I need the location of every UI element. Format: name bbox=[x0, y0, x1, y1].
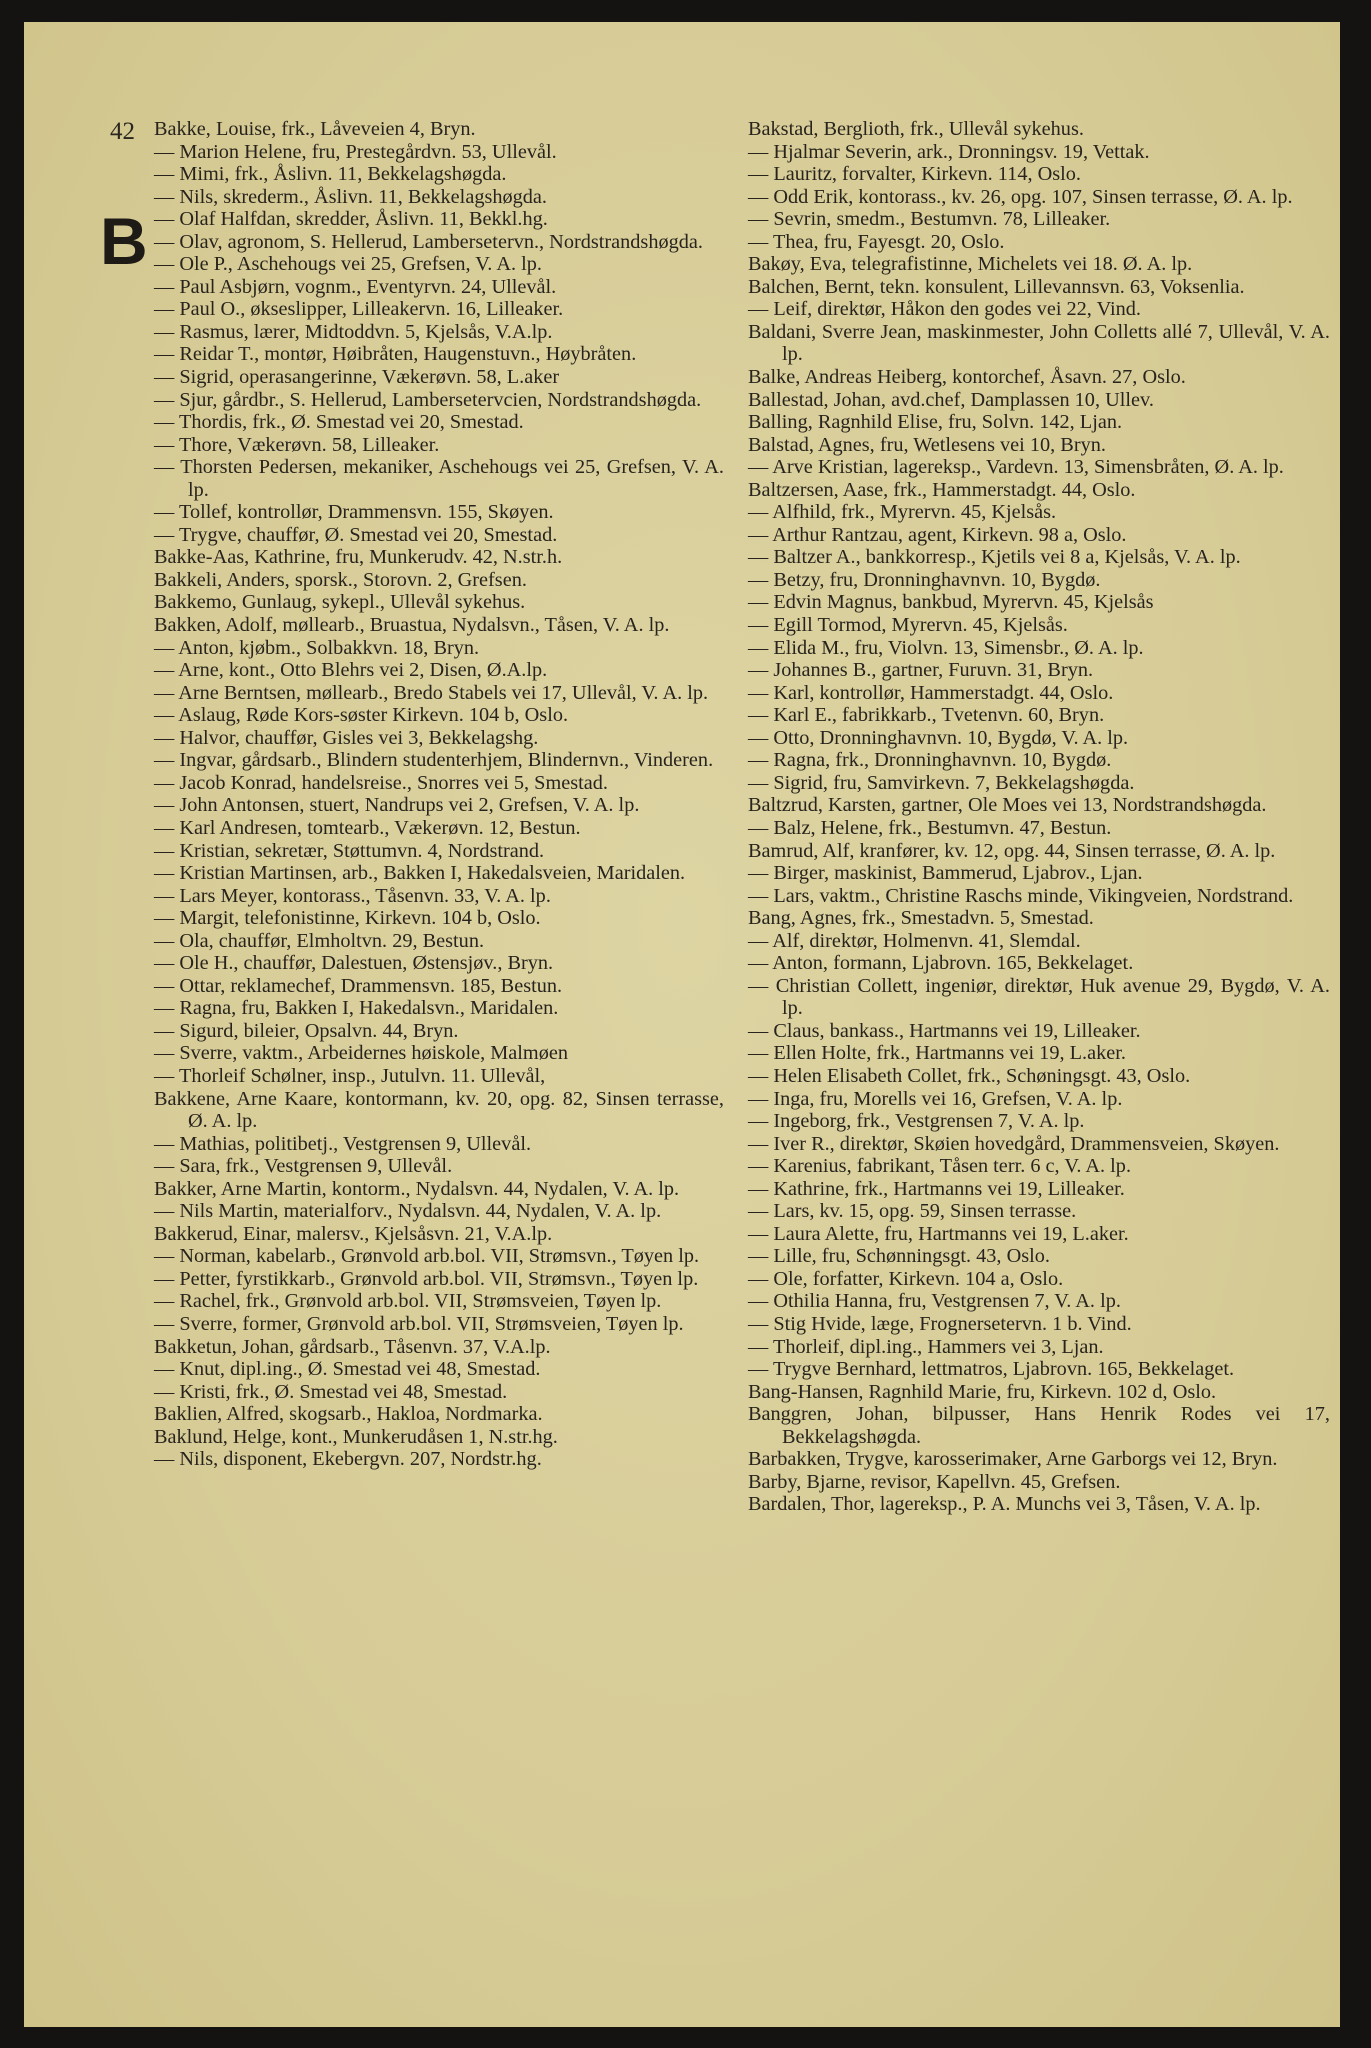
directory-entry: Barbakken, Trygve, karosserimaker, Arne Garborgs vei 12, Bryn. bbox=[748, 1448, 1278, 1471]
directory-entry: Bakker, Arne Martin, kontorm., Nydalsvn. 44, Nydalen, V. A. lp. bbox=[154, 1177, 680, 1200]
directory-entry: — Lauritz, forvalter, Kirkevn. 114, Oslo. bbox=[748, 163, 1081, 186]
directory-entry: — Edvin Magnus, bankbud, Myrervn. 45, Kjelsås bbox=[748, 591, 1154, 614]
directory-entry: Bakke, Louise, frk., Låveveien 4, Bryn. bbox=[154, 118, 476, 140]
directory-entry: — Thore, Vækerøvn. 58, Lilleaker. bbox=[154, 433, 440, 456]
directory-entry: — Arve Kristian, lagereksp., Vardevn. 13, Simensbråten, Ø. A. lp. bbox=[748, 456, 1284, 479]
directory-entry: — Karenius, fabrikant, Tåsen terr. 6 c, V. A. lp. bbox=[748, 1155, 1132, 1178]
directory-entry: Bakøy, Eva, telegrafistinne, Michelets vei 18. Ø. A. lp. bbox=[748, 253, 1193, 276]
directory-entry: — Lars, vaktm., Christine Raschs minde, Vikingveien, Nordstrand. bbox=[748, 884, 1294, 907]
directory-entry: — Egill Tormod, Myrervn. 45, Kjelsås. bbox=[748, 614, 1068, 637]
directory-entry: — Laura Alette, fru, Hartmanns vei 19, L.aker. bbox=[748, 1222, 1129, 1245]
directory-entry: — Johannes B., gartner, Furuvn. 31, Bryn. bbox=[748, 659, 1094, 682]
directory-entry: — Christian Collett, ingeniør, direktør, Huk avenue 29, Bygdø, V. A. lp. bbox=[748, 974, 1330, 1020]
directory-entry: — Birger, maskinist, Bammerud, Ljabrov., Ljan. bbox=[748, 862, 1143, 885]
directory-entry: — Mathias, politibetj., Vestgrensen 9, Ullevål. bbox=[154, 1132, 532, 1155]
directory-entry: — Lars, kv. 15, opg. 59, Sinsen terrasse. bbox=[748, 1200, 1077, 1223]
directory-entry: — Balz, Helene, frk., Bestumvn. 47, Bestun. bbox=[748, 816, 1112, 839]
directory-entry: — John Antonsen, stuert, Nandrups vei 2, Grefsen, V. A. lp. bbox=[154, 794, 640, 817]
directory-entry: — Karl Andresen, tomtearb., Vækerøvn. 12, Bestun. bbox=[154, 816, 581, 839]
directory-entry: Bang-Hansen, Ragnhild Marie, fru, Kirkevn. 102 d, Oslo. bbox=[748, 1380, 1217, 1403]
directory-entry: Bakkeli, Anders, sporsk., Storovn. 2, Grefsen. bbox=[154, 568, 527, 591]
directory-entry: — Knut, dipl.ing., Ø. Smestad vei 48, Smestad. bbox=[154, 1358, 541, 1381]
directory-entry: — Kristi, frk., Ø. Smestad vei 48, Smestad. bbox=[154, 1380, 508, 1403]
directory-entry: — Kathrine, frk., Hartmanns vei 19, Lilleaker. bbox=[748, 1177, 1125, 1200]
directory-entry: Bang, Agnes, frk., Smestadvn. 5, Smestad. bbox=[748, 907, 1094, 930]
directory-entry: Bakken, Adolf, møllearb., Bruastua, Nydalsvn., Tåsen, V. A. lp. bbox=[154, 614, 670, 637]
directory-entry: — Trygve, chauffør, Ø. Smestad vei 20, Smestad. bbox=[154, 523, 558, 546]
directory-entry: — Arthur Rantzau, agent, Kirkevn. 98 a, Oslo. bbox=[748, 523, 1127, 546]
directory-entry: — Othilia Hanna, fru, Vestgrensen 7, V. A. lp. bbox=[748, 1290, 1121, 1313]
directory-entry: Bakstad, Berglioth, frk., Ullevål sykehus. bbox=[748, 118, 1084, 140]
directory-entry: — Nils, skrederm., Åslivn. 11, Bekkelagshøgda. bbox=[154, 185, 547, 208]
directory-entry: — Anton, formann, Ljabrovn. 165, Bekkelaget. bbox=[748, 952, 1134, 975]
directory-entry: — Margit, telefonistinne, Kirkevn. 104 b, Oslo. bbox=[154, 907, 541, 930]
directory-entry: — Halvor, chauffør, Gisles vei 3, Bekkelagshg. bbox=[154, 726, 539, 749]
page-number: 42 bbox=[110, 118, 135, 145]
directory-entry: Ballestad, Johan, avd.chef, Damplassen 10, Ullev. bbox=[748, 388, 1154, 411]
directory-entry: — Norman, kabelarb., Grønvold arb.bol. VII, Strømsvn., Tøyen lp. bbox=[154, 1245, 700, 1268]
directory-entry: — Thea, fru, Fayesgt. 20, Oslo. bbox=[748, 230, 1005, 253]
directory-entry: Baklien, Alfred, skogsarb., Hakloa, Nordmarka. bbox=[154, 1403, 543, 1426]
directory-entry: — Leif, direktør, Håkon den godes vei 22, Vind. bbox=[748, 298, 1141, 321]
directory-entry: — Ingvar, gårdsarb., Blindern studenterhjem, Blindernvn., Vinderen. bbox=[154, 749, 714, 772]
directory-entry: — Marion Helene, fru, Prestegårdvn. 53, Ullevål. bbox=[154, 140, 557, 163]
directory-entry: — Ragna, fru, Bakken I, Hakedalsvn., Maridalen. bbox=[154, 997, 559, 1020]
directory-entry: — Hjalmar Severin, ark., Dronningsv. 19, Vettak. bbox=[748, 140, 1150, 163]
directory-entry: Bardalen, Thor, lagereksp., P. A. Munchs vei 3, Tåsen, V. A. lp. bbox=[748, 1493, 1261, 1516]
directory-entry: — Betzy, fru, Dronninghavnvn. 10, Bygdø. bbox=[748, 568, 1101, 591]
directory-entry: — Odd Erik, kontorass., kv. 26, opg. 107, Sinsen terrasse, Ø. A. lp. bbox=[748, 185, 1293, 208]
directory-entry: — Rachel, frk., Grønvold arb.bol. VII, Strømsveien, Tøyen lp. bbox=[154, 1290, 662, 1313]
directory-entry: — Trygve Bernhard, lettmatros, Ljabrovn. 165, Bekkelaget. bbox=[748, 1358, 1235, 1381]
directory-entry: — Ole, forfatter, Kirkevn. 104 a, Oslo. bbox=[748, 1267, 1064, 1290]
directory-entry: — Ola, chauffør, Elmholtvn. 29, Bestun. bbox=[154, 929, 485, 952]
directory-entry: — Tollef, kontrollør, Drammensvn. 155, Skøyen. bbox=[154, 501, 554, 524]
directory-entry: — Iver R., direktør, Skøien hovedgård, Drammensveien, Skøyen. bbox=[748, 1132, 1280, 1155]
right-column bbox=[748, 118, 1330, 1516]
directory-entry: — Karl, kontrollør, Hammerstadgt. 44, Oslo. bbox=[748, 681, 1114, 704]
directory-entry: — Sigrid, operasangerinne, Vækerøvn. 58, L.aker bbox=[154, 366, 560, 389]
directory-entry: — Elida M., fru, Violvn. 13, Simensbr., Ø. A. lp. bbox=[748, 636, 1144, 659]
directory-entry: Bakkene, Arne Kaare, kontormann, kv. 20, opg. 82, Sinsen terrasse, Ø. A. lp. bbox=[154, 1087, 724, 1133]
directory-entry: Bakkerud, Einar, malersv., Kjelsåsvn. 21, V.A.lp. bbox=[154, 1222, 553, 1245]
directory-entry: Baltzrud, Karsten, gartner, Ole Moes vei 13, Nordstrandshøgda. bbox=[748, 794, 1267, 817]
directory-entry: Balstad, Agnes, fru, Wetlesens vei 10, Bryn. bbox=[748, 433, 1106, 456]
directory-entry: — Sara, frk., Vestgrensen 9, Ullevål. bbox=[154, 1155, 453, 1178]
directory-entry: — Karl E., fabrikkarb., Tvetenvn. 60, Bryn. bbox=[748, 704, 1105, 727]
directory-entry: — Lars Meyer, kontorass., Tåsenvn. 33, V. A. lp. bbox=[154, 884, 551, 907]
directory-entry: — Stig Hvide, læge, Frognersetervn. 1 b. Vind. bbox=[748, 1312, 1132, 1335]
directory-entry: Baltzersen, Aase, frk., Hammerstadgt. 44, Oslo. bbox=[748, 478, 1136, 501]
directory-entry: — Reidar T., montør, Høibråten, Haugenstuvn., Høybråten. bbox=[154, 343, 637, 366]
directory-entry: — Alfhild, frk., Myrervn. 45, Kjelsås. bbox=[748, 501, 1057, 524]
directory-entry: — Ingeborg, frk., Vestgrensen 7, V. A. lp. bbox=[748, 1110, 1085, 1133]
directory-entry: — Rasmus, lærer, Midtoddvn. 5, Kjelsås, V.A.lp. bbox=[154, 320, 553, 343]
directory-entry: — Jacob Konrad, handelsreise., Snorres vei 5, Smestad. bbox=[154, 771, 608, 794]
directory-entry: — Sigrid, fru, Samvirkevn. 7, Bekkelagshøgda. bbox=[748, 771, 1135, 794]
directory-entry: — Nils, disponent, Ekebergvn. 207, Nordstr.hg. bbox=[154, 1448, 542, 1471]
directory-entry: — Paul O., økseslipper, Lilleakervn. 16, Lilleaker. bbox=[154, 298, 564, 321]
directory-entry: Baklund, Helge, kont., Munkerudåsen 1, N.str.hg. bbox=[154, 1425, 558, 1448]
directory-entry: — Claus, bankass., Hartmanns vei 19, Lilleaker. bbox=[748, 1019, 1141, 1042]
directory-entry: Bakke-Aas, Kathrine, fru, Munkerudv. 42, N.str.h. bbox=[154, 546, 563, 569]
directory-entry: — Ole P., Aschehougs vei 25, Grefsen, V. A. lp. bbox=[154, 253, 542, 276]
directory-entry: — Baltzer A., bankkorresp., Kjetils vei 8 a, Kjelsås, V. A. lp. bbox=[748, 546, 1241, 569]
directory-entry: — Petter, fyrstikkarb., Grønvold arb.bol. VII, Strømsvn., Tøyen lp. bbox=[154, 1267, 699, 1290]
directory-entry: Balchen, Bernt, tekn. konsulent, Lillevannsvn. 63, Voksenlia. bbox=[748, 275, 1245, 298]
directory-entry: Banggren, Johan, bilpusser, Hans Henrik Rodes vei 17, Bekkelagshøgda. bbox=[748, 1403, 1330, 1448]
directory-entry: — Sverre, former, Grønvold arb.bol. VII, Strømsveien, Tøyen lp. bbox=[154, 1312, 684, 1335]
directory-entry: — Ole H., chauffør, Dalestuen, Østensjøv., Bryn. bbox=[154, 952, 554, 975]
directory-entry: — Sigurd, bileier, Opsalvn. 44, Bryn. bbox=[154, 1019, 459, 1042]
directory-entry: — Ellen Holte, frk., Hartmanns vei 19, L.aker. bbox=[748, 1042, 1126, 1065]
directory-entry: — Lille, fru, Schønningsgt. 43, Oslo. bbox=[748, 1245, 1050, 1268]
directory-entry: — Helen Elisabeth Collet, frk., Schøningsgt. 43, Oslo. bbox=[748, 1064, 1191, 1087]
directory-entry: Balke, Andreas Heiberg, kontorchef, Åsavn. 27, Oslo. bbox=[748, 366, 1186, 389]
directory-entry: — Anton, kjøbm., Solbakkvn. 18, Bryn. bbox=[154, 636, 480, 659]
directory-entry: Bakketun, Johan, gårdsarb., Tåsenvn. 37, V.A.lp. bbox=[154, 1335, 551, 1358]
left-column bbox=[154, 118, 724, 1471]
directory-entry: — Kristian Martinsen, arb., Bakken I, Hakedalsveien, Maridalen. bbox=[154, 862, 686, 885]
section-letter: B bbox=[100, 204, 148, 278]
directory-entry: — Thorsten Pedersen, mekaniker, Aschehougs vei 25, Grefsen, V. A. lp. bbox=[154, 456, 724, 501]
directory-entry: Barby, Bjarne, revisor, Kapellvn. 45, Grefsen. bbox=[748, 1470, 1121, 1493]
directory-entry: — Aslaug, Røde Kors-søster Kirkevn. 104 b, Oslo. bbox=[154, 704, 569, 727]
directory-entry: Bakkemo, Gunlaug, sykepl., Ullevål sykehus. bbox=[154, 591, 526, 614]
directory-entry: — Nils Martin, materialforv., Nydalsvn. 44, Nydalen, V. A. lp. bbox=[154, 1200, 662, 1223]
directory-entry: — Inga, fru, Morells vei 16, Grefsen, V. A. lp. bbox=[748, 1087, 1123, 1110]
directory-entry: — Thorleif Schølner, insp., Jutulvn. 11. Ullevål, bbox=[154, 1064, 546, 1087]
directory-entry: Bamrud, Alf, kranfører, kv. 12, opg. 44, Sinsen terrasse, Ø. A. lp. bbox=[748, 839, 1276, 862]
directory-entry: — Kristian, sekretær, Støttumvn. 4, Nordstrand. bbox=[154, 839, 545, 862]
directory-entry: — Sverre, vaktm., Arbeidernes høiskole, Malmøen bbox=[154, 1042, 568, 1065]
directory-entry: — Mimi, frk., Åslivn. 11, Bekkelagshøgda. bbox=[154, 163, 507, 186]
directory-page bbox=[24, 22, 1340, 2027]
directory-entry: Balling, Ragnhild Elise, fru, Solvn. 142, Ljan. bbox=[748, 411, 1123, 434]
directory-entry: — Arne Berntsen, møllearb., Bredo Stabels vei 17, Ullevål, V. A. lp. bbox=[154, 681, 709, 704]
directory-entry: — Sjur, gårdbr., S. Hellerud, Lambersetervcien, Nordstrandshøgda. bbox=[154, 388, 702, 411]
directory-entry: — Sevrin, smedm., Bestumvn. 78, Lilleaker. bbox=[748, 208, 1111, 231]
directory-entry: — Olav, agronom, S. Hellerud, Lambersetervn., Nordstrandshøgda. bbox=[154, 230, 703, 253]
directory-entry: — Otto, Dronninghavnvn. 10, Bygdø, V. A. lp. bbox=[748, 726, 1129, 749]
directory-entry: — Thorleif, dipl.ing., Hammers vei 3, Ljan. bbox=[748, 1335, 1104, 1358]
directory-entry: — Alf, direktør, Holmenvn. 41, Slemdal. bbox=[748, 929, 1081, 952]
directory-entry: — Ottar, reklamechef, Drammensvn. 185, Bestun. bbox=[154, 974, 563, 997]
directory-entry: — Thordis, frk., Ø. Smestad vei 20, Smestad. bbox=[154, 411, 524, 434]
directory-entry: — Arne, kont., Otto Blehrs vei 2, Disen, Ø.A.lp. bbox=[154, 659, 548, 682]
directory-entry: — Olaf Halfdan, skredder, Åslivn. 11, Bekkl.hg. bbox=[154, 208, 548, 231]
directory-entry: — Paul Asbjørn, vognm., Eventyrvn. 24, Ullevål. bbox=[154, 275, 557, 298]
directory-entry: Baldani, Sverre Jean, maskinmester, John Colletts allé 7, Ullevål, V. A. lp. bbox=[748, 320, 1330, 366]
directory-entry: — Ragna, frk., Dronninghavnvn. 10, Bygdø. bbox=[748, 749, 1112, 772]
